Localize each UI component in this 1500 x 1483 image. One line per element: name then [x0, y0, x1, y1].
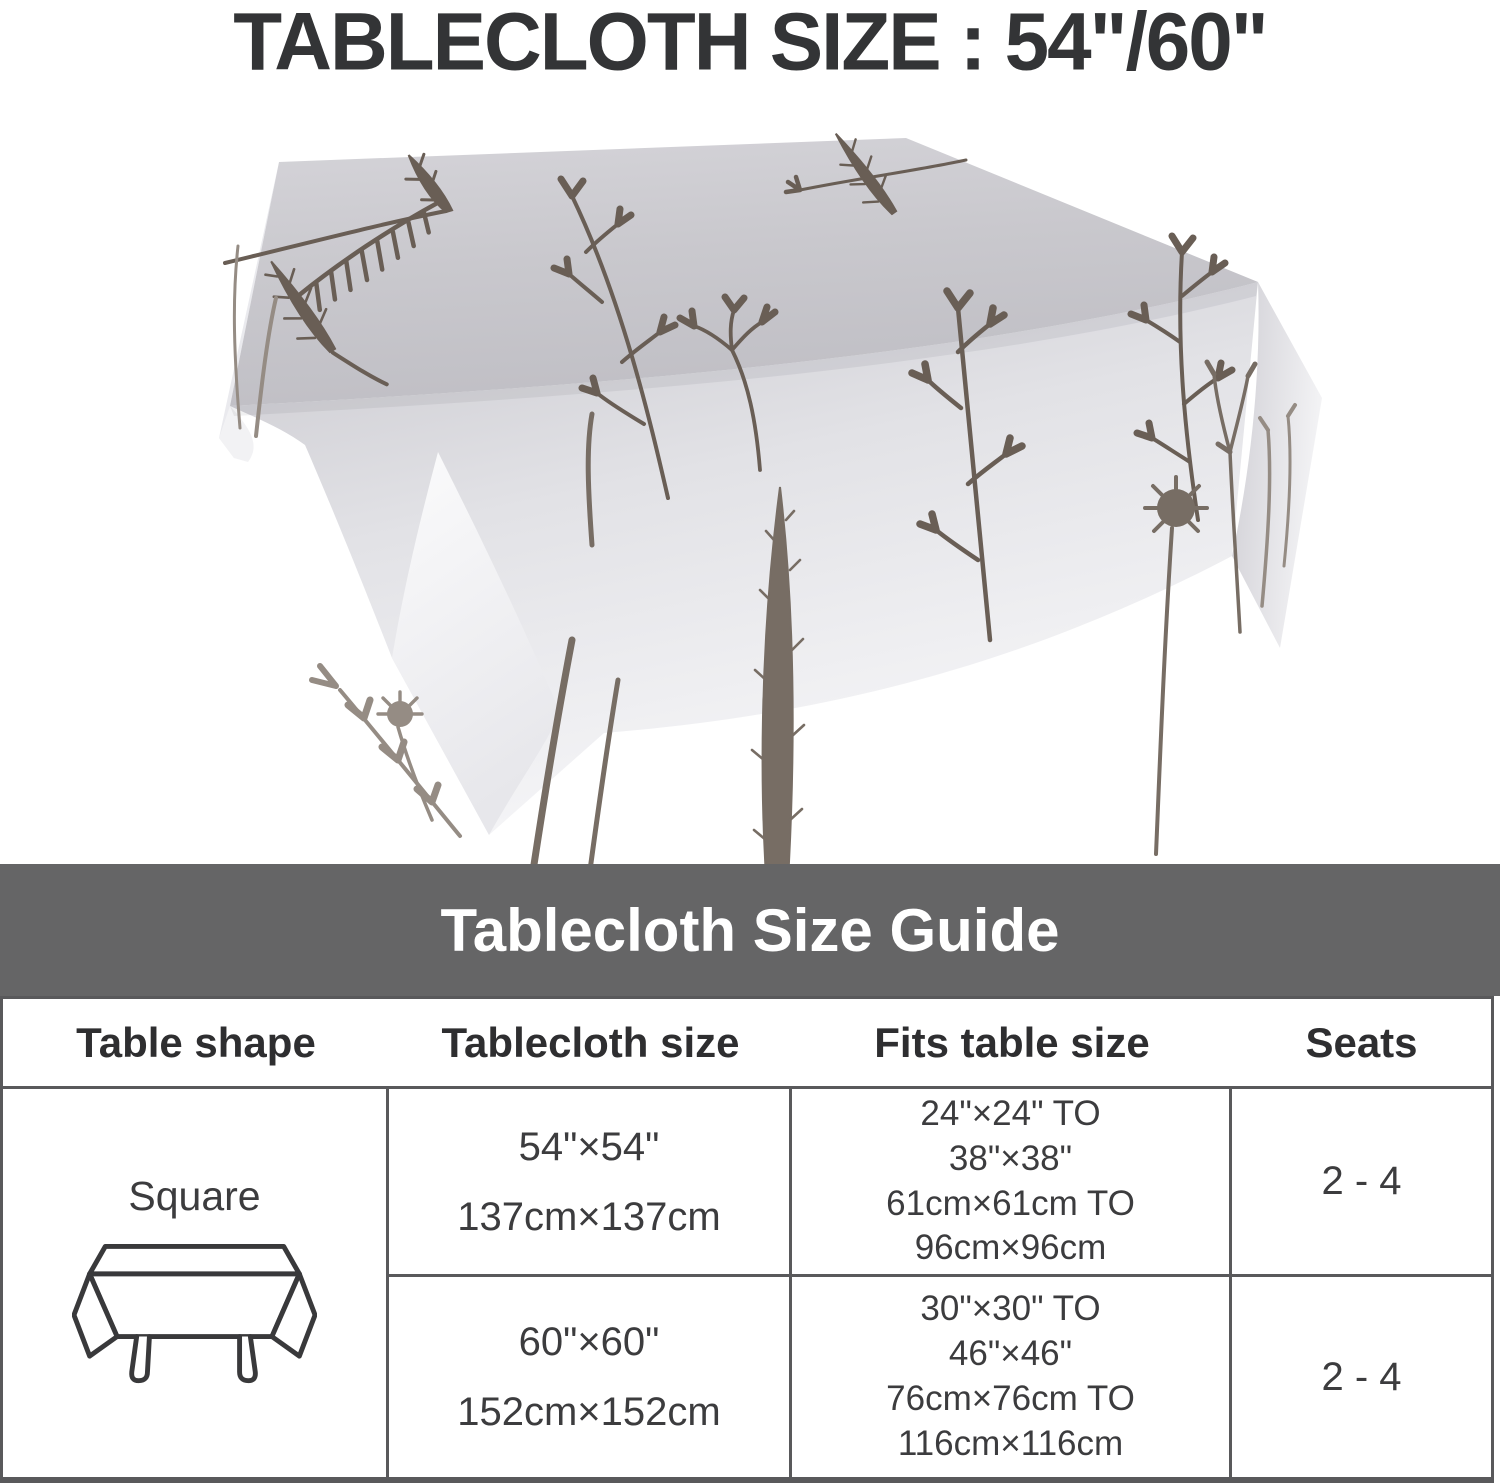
- fits-line: 30"×30" TO: [920, 1289, 1101, 1329]
- column-header-tablecloth-size: Tablecloth size: [389, 999, 792, 1089]
- size-cm: 152cm×152cm: [457, 1390, 721, 1434]
- fits-line: 24"×24" TO: [920, 1093, 1101, 1133]
- column-header-seats: Seats: [1232, 999, 1491, 1089]
- fits-line: 38"×38": [948, 1138, 1073, 1178]
- size-guide-heading: Tablecloth Size Guide: [440, 896, 1060, 964]
- fits-table-size-row2: [792, 1277, 1232, 1477]
- page-title: TABLECLOTH SIZE : 54"/60": [233, 0, 1267, 87]
- fits-line: 61cm×61cm TO: [886, 1183, 1135, 1223]
- column-header-fits-table-size: Fits table size: [792, 999, 1232, 1089]
- size-inches: 60"×60": [518, 1320, 660, 1364]
- fits-line: 46"×46": [948, 1334, 1073, 1374]
- size-cm: 137cm×137cm: [457, 1194, 721, 1239]
- shape-label: Square: [128, 1172, 261, 1219]
- tablecloth-size-row1: [389, 1089, 792, 1277]
- column-header-table-shape: Table shape: [3, 999, 389, 1089]
- fits-line: 76cm×76cm TO: [886, 1379, 1135, 1418]
- size-inches: 54"×54": [518, 1124, 660, 1169]
- square-table-icon: [72, 1236, 317, 1394]
- fits-table-size-row1: [792, 1089, 1232, 1277]
- size-guide-band: [0, 864, 1500, 996]
- fits-line: 116cm×116cm: [897, 1423, 1124, 1463]
- fits-line: 96cm×96cm: [914, 1228, 1107, 1268]
- tablecloth-size-row2: [389, 1277, 792, 1477]
- size-guide-table: [0, 996, 1494, 1483]
- seats-row1: 2 - 4: [1232, 1089, 1491, 1277]
- seats-row2: 2 - 4: [1321, 1354, 1402, 1399]
- table-shape-cell: [3, 1089, 389, 1477]
